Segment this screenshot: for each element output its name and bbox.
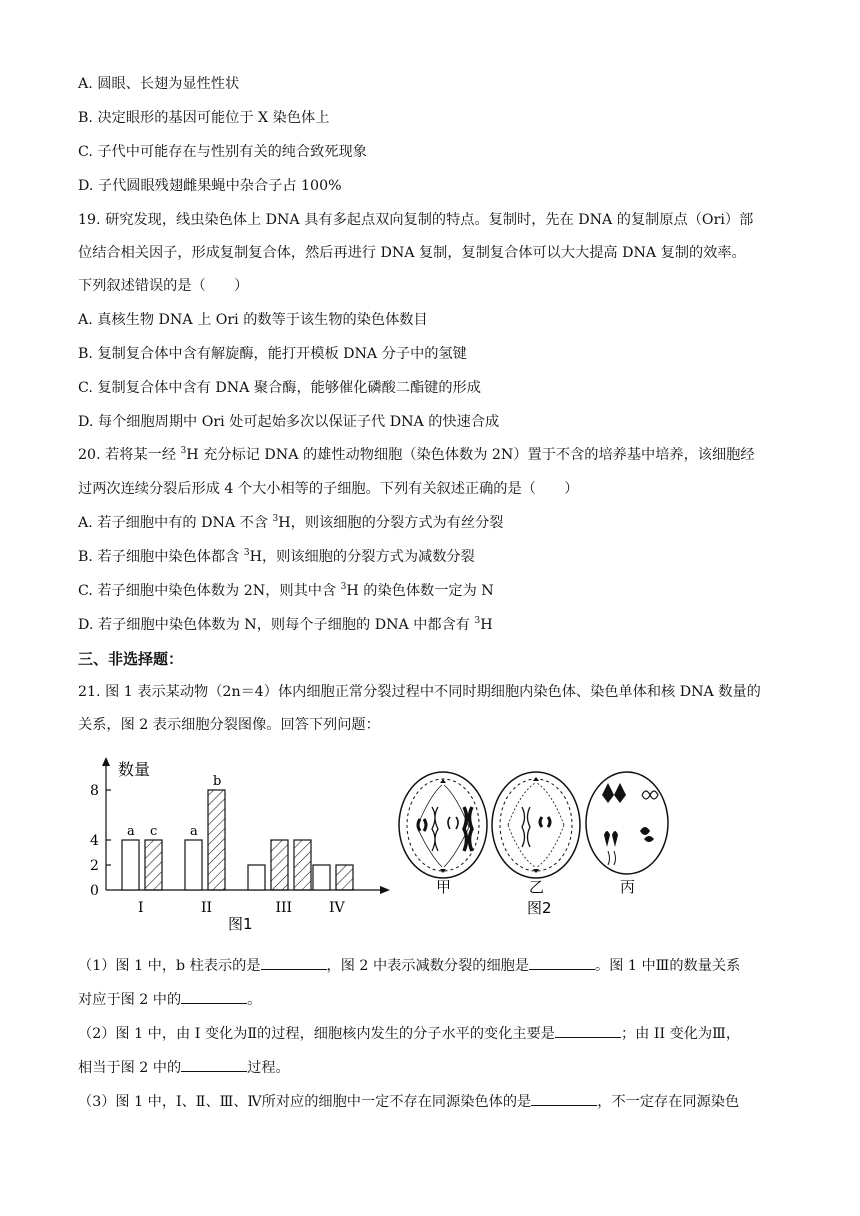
figure2-cell-images <box>399 772 668 917</box>
bar-c-I <box>145 840 162 890</box>
bar-b-III <box>271 840 288 890</box>
bar-a-III <box>248 865 265 890</box>
answer-blank[interactable] <box>261 955 327 970</box>
cell-label-jia: 甲 <box>436 878 452 896</box>
y-tick-label: 0 <box>90 883 99 899</box>
series-label-b: b <box>213 774 222 789</box>
q20-stem-line1: 20. 若将某一经 $^3$H 充分标记 DNA 的雄性动物细胞（染色体数为 2N）置于不含的培养基中培养，该细胞经 <box>78 446 755 463</box>
series-label-a: a <box>190 824 198 839</box>
bar-a-II <box>185 840 202 890</box>
category-label: III <box>275 900 293 916</box>
bar-a-IV <box>313 865 330 890</box>
q19-option-c: C. 复制复合体中含有 DNA 聚合酶，能够催化磷酸二酯键的形成 <box>78 380 481 396</box>
bar-c-IV <box>336 865 353 890</box>
figure1-caption: 图1 <box>228 915 253 933</box>
q18-option-a: A. 圆眼、长翅为显性性状 <box>78 76 240 92</box>
section-heading: 三、非选择题： <box>78 650 184 668</box>
answer-blank[interactable] <box>529 955 595 970</box>
answer-blank[interactable] <box>531 1091 597 1106</box>
q21-part3-line1: （3）图 1 中，I、Ⅱ、Ⅲ、Ⅳ所对应的细胞中一定不存在同源染色体的是 ，不一定存在同源染色 <box>78 1091 739 1112</box>
series-label-c: c <box>150 824 158 839</box>
q19-stem-line2: 位结合相关因子，形成复制复合体，然后再进行 DNA 复制，复制复合体可以大大提高 DNA 复制的效率。 <box>78 245 746 261</box>
q18-option-b: B. 决定眼形的基因可能位于 X 染色体上 <box>78 110 330 126</box>
q21-part1-line2: 对应于图 2 中的 。 <box>78 989 261 1010</box>
q21-part1-line1: （1）图 1 中，b 柱表示的是 ，图 2 中表示减数分裂的细胞是 。图 1 中Ⅲ的数量关系 <box>78 955 740 976</box>
figure2-caption: 图2 <box>527 899 552 917</box>
x-axis-arrow <box>380 886 390 894</box>
q21-stem-line1: 21. 图 1 表示某动物（2n＝4）体内细胞正常分裂过程中不同时期细胞内染色体、染色单体和核 DNA 数量的 <box>78 684 761 700</box>
cell-label-yi: 乙 <box>529 878 545 896</box>
q20-option-a: A. 若子细胞中有的 DNA 不含 $^3$H，则该细胞的分裂方式为有丝分裂 <box>78 514 504 531</box>
bar-b-II <box>208 790 225 890</box>
cell-jia <box>399 772 487 896</box>
bar-c-III <box>294 840 311 890</box>
q21-part2-line1: （2）图 1 中，由 I 变化为Ⅱ的过程，细胞核内发生的分子水平的变化主要是 ；由 II 变化为Ⅲ， <box>78 1023 740 1044</box>
category-label: I <box>138 900 144 916</box>
q19-stem-line3: 下列叙述错误的是（ ） <box>78 278 249 294</box>
bar-a-I <box>122 840 139 890</box>
q18-option-c: C. 子代中可能存在与性别有关的纯合致死现象 <box>78 144 367 160</box>
q19-option-a: A. 真核生物 DNA 上 Ori 的数等于该生物的染色体数目 <box>78 312 428 328</box>
q19-option-d: D. 每个细胞周期中 Ori 处可起始多次以保证子代 DNA 的快速合成 <box>78 414 500 430</box>
figures <box>80 755 800 945</box>
y-axis-arrow <box>102 757 110 766</box>
q21-part2-line2: 相当于图 2 中的 过程。 <box>78 1057 290 1078</box>
cell-yi <box>492 772 580 896</box>
y-tick-label: 8 <box>90 783 99 799</box>
q20-option-c: C. 若子细胞中染色体数为 2N，则其中含 $^3$H 的染色体数一定为 N <box>78 582 494 599</box>
category-label: II <box>201 900 213 916</box>
answer-blank[interactable] <box>555 1023 621 1038</box>
series-label-a: a <box>127 824 135 839</box>
cell-bing <box>586 772 668 896</box>
figure1-bar-chart <box>90 757 390 933</box>
q18-option-d: D. 子代圆眼残翅雌果蝇中杂合子占 100% <box>78 178 342 194</box>
y-axis-label: 数量 <box>118 760 151 779</box>
answer-blank[interactable] <box>181 1057 247 1072</box>
q20-option-b: B. 若子细胞中染色体都含 $^3$H，则该细胞的分裂方式为减数分裂 <box>78 548 475 565</box>
q21-stem-line2: 关系，图 2 表示细胞分裂图像。回答下列问题： <box>78 717 380 733</box>
q20-stem-line2: 过两次连续分裂后形成 4 个大小相等的子细胞。下列有关叙述正确的是（ ） <box>78 481 579 497</box>
cell-label-bing: 丙 <box>620 878 636 896</box>
y-tick-label: 4 <box>90 833 99 849</box>
y-tick-label: 2 <box>90 858 99 874</box>
category-label: IV <box>329 900 345 916</box>
q20-option-d: D. 若子细胞中染色体数为 N，则每个子细胞的 DNA 中都含有 $^3$H <box>78 616 493 633</box>
q19-option-b: B. 复制复合体中含有解旋酶，能打开模板 DNA 分子中的氢键 <box>78 346 467 362</box>
answer-blank[interactable] <box>181 989 247 1004</box>
q19-stem-line1: 19. 研究发现，线虫染色体上 DNA 具有多起点双向复制的特点。复制时，先在 DNA 的复制原点（Ori）部 <box>78 212 754 228</box>
